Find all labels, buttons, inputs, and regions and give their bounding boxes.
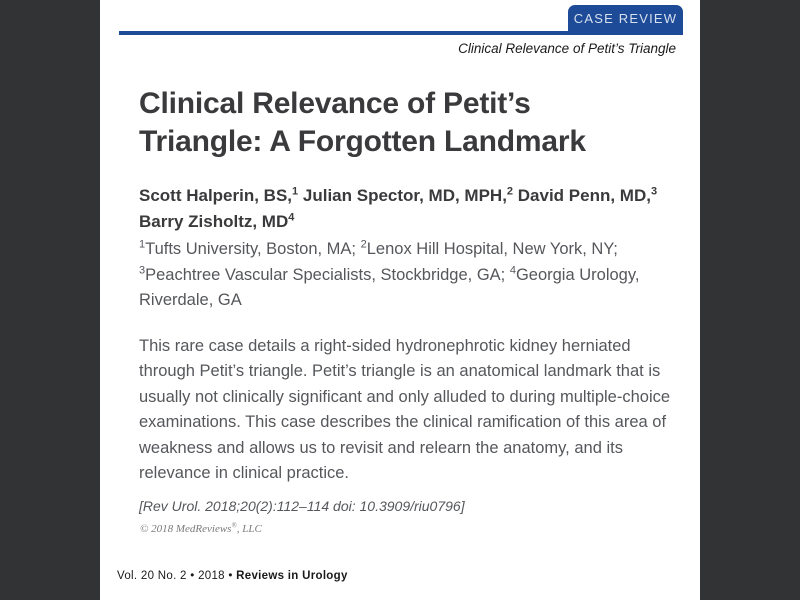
copyright-suffix: , LLC bbox=[236, 523, 262, 535]
article-title bbox=[139, 85, 586, 161]
affiliations bbox=[139, 237, 674, 314]
journal-footer bbox=[117, 570, 348, 582]
affiliation-2: Lenox Hill Hospital, New York, NY; bbox=[366, 240, 618, 258]
author-3: David Penn, MD, bbox=[513, 186, 651, 205]
footer-journal-name: Reviews in Urology bbox=[236, 570, 348, 582]
author-1: Scott Halperin, BS, bbox=[139, 186, 293, 205]
case-review-badge-label: CASE REVIEW bbox=[573, 11, 678, 26]
affiliation-4: Georgia Urology, Riverdale, GA bbox=[139, 265, 640, 309]
registered-trademark-symbol: ® bbox=[231, 521, 237, 530]
author-4: Barry Zisholtz, MD bbox=[139, 212, 289, 231]
running-head: Clinical Relevance of Petit’s Triangle bbox=[458, 41, 676, 56]
case-review-badge bbox=[568, 5, 683, 35]
affiliation-4-ref: 4 bbox=[509, 264, 516, 276]
affiliation-3: Peachtree Vascular Specialists, Stockbridge, GA; bbox=[145, 265, 510, 284]
copyright-text: © 2018 MedReviews bbox=[140, 523, 232, 535]
title-line-2: Triangle: A Forgotten Landmark bbox=[139, 125, 586, 158]
article-page bbox=[100, 0, 700, 600]
affiliation-2-ref: 2 bbox=[360, 238, 367, 251]
author-byline bbox=[139, 183, 687, 235]
affiliation-1: Tufts University, Boston, MA; bbox=[145, 240, 361, 258]
affiliation-3-ref: 3 bbox=[139, 264, 146, 276]
title-line-1: Clinical Relevance of Petit’s bbox=[139, 87, 531, 120]
author-2: Julian Spector, MD, MPH, bbox=[298, 186, 507, 205]
copyright-line bbox=[140, 523, 262, 535]
abstract-paragraph: This rare case details a right-sided hydronephrotic kidney herniated through Petit’s triangle. Petit’s triangle is an anatomical landmark that is usually not clinically significant and only alluded to during multiple-choice examinations. This case describes the clinical ramification of this area of weakness and allows us to revisit and relearn the anatomy, and its relevance in clinical practice. bbox=[139, 337, 671, 483]
affiliation-1-ref: 1 bbox=[139, 238, 146, 251]
footer-issue: Vol. 20 No. 2 • 2018 • bbox=[117, 570, 237, 582]
author-3-affiliation-ref: 3 bbox=[650, 185, 658, 198]
author-1-affiliation-ref: 1 bbox=[292, 185, 299, 198]
author-4-affiliation-ref: 4 bbox=[288, 211, 295, 224]
author-2-affiliation-ref: 2 bbox=[506, 185, 514, 198]
citation-line: [Rev Urol. 2018;20(2):112–114 doi: 10.3909/riu0796] bbox=[139, 498, 465, 514]
